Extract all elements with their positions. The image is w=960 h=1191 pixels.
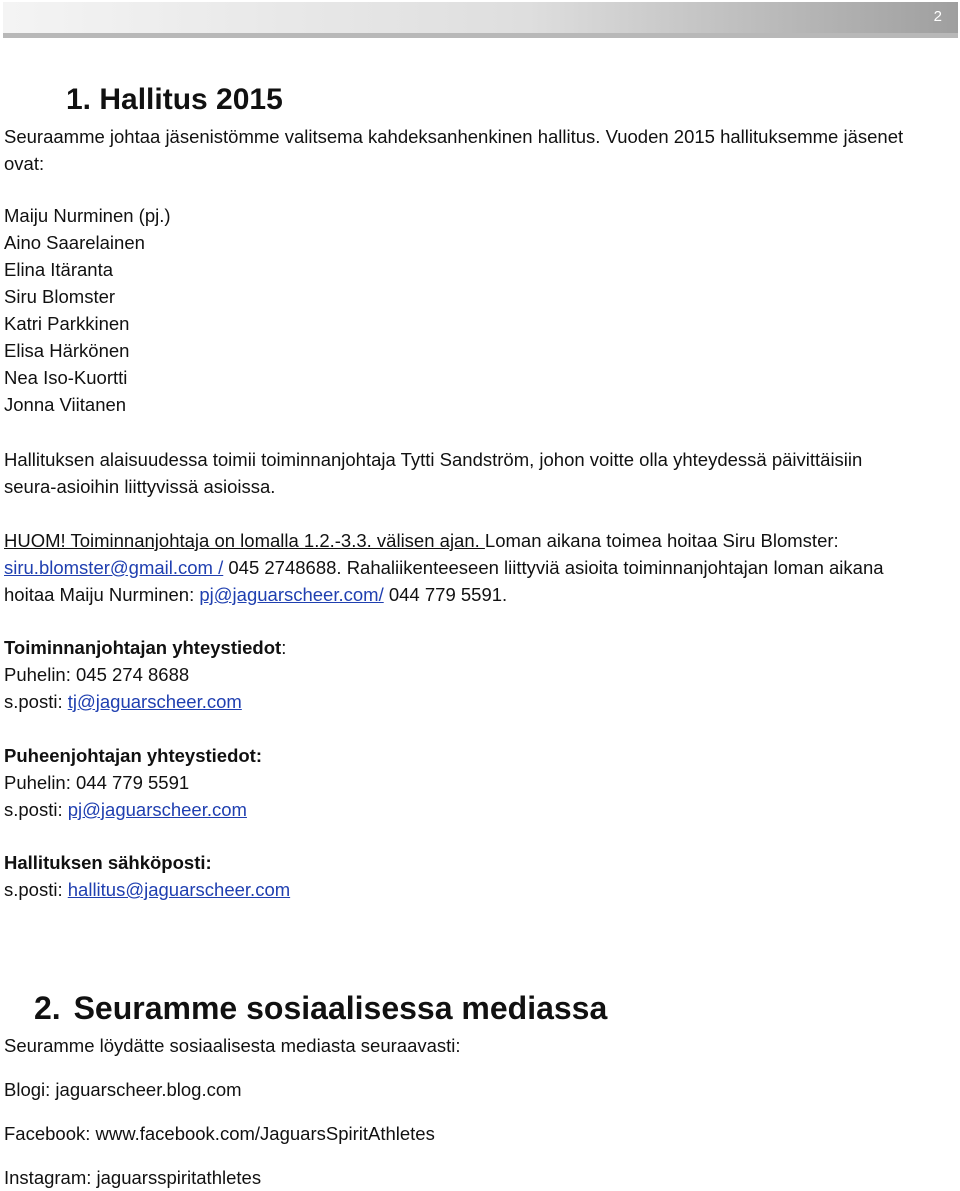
social-facebook: Facebook: www.facebook.com/JaguarsSpiritAthletes [4, 1123, 435, 1144]
page-number: 2 [933, 8, 942, 25]
board-member: Aino Saarelainen [4, 232, 145, 253]
notice-line-3-text: hoitaa Maiju Nurminen: [4, 584, 200, 605]
notice-substitute-text: Loman aikana toimea hoitaa Siru Blomster: [484, 530, 839, 551]
chair-contact-phone: Puhelin: 044 779 5591 [4, 772, 190, 793]
board-member: Elisa Härkönen [4, 340, 130, 361]
board-member: Katri Parkkinen [4, 313, 130, 334]
board-member: Jonna Viitanen [4, 394, 127, 415]
exec-contact-phone: Puhelin: 045 274 8688 [4, 664, 190, 685]
page-header-bar [3, 2, 958, 38]
section-2-heading: 2. Seuramme sosiaalisessa mediassa [34, 990, 608, 1026]
intro-text-line-2: ovat: [4, 153, 45, 174]
exec-contact-email-row: s.posti: tj@jaguarscheer.com [4, 691, 242, 712]
notice-line-3 [4, 581, 507, 608]
social-blog: Blogi: jaguarscheer.blog.com [4, 1079, 242, 1100]
chair-email-link[interactable]: pj@jaguarscheer.com [67, 799, 247, 820]
social-instagram: Instagram: jaguarsspiritathletes [4, 1167, 262, 1188]
social-intro: Seuramme löydätte sosiaalisesta mediasta seuraavasti: [4, 1035, 461, 1056]
chair-email-link-notice[interactable]: pj@jaguarscheer.com/ [199, 584, 384, 605]
board-member: Nea Iso-Kuortti [4, 367, 128, 388]
board-member: Siru Blomster [4, 286, 116, 307]
intro-text-line-1: Seuraamme johtaa jäsenistömme valitsema kahdeksanhenkinen hallitus. Vuoden 2015 hallituksemme jäsenet [4, 126, 904, 147]
board-email-row: s.posti: hallitus@jaguarscheer.com [4, 879, 291, 900]
exec-email-link[interactable]: tj@jaguarscheer.com [67, 691, 242, 712]
substitute-email-link[interactable]: siru.blomster@gmail.com / [4, 557, 224, 578]
chair-contact-heading: Puheenjohtajan yhteystiedot: [4, 745, 263, 766]
board-email-link[interactable]: hallitus@jaguarscheer.com [67, 879, 291, 900]
section-1-heading: 1. Hallitus 2015 [66, 83, 283, 116]
exec-contact-heading: Toiminnanjohtajan yhteystiedot: [4, 637, 287, 658]
exec-director-text-line-1: Hallituksen alaisuudessa toimii toiminnanjohtaja Tytti Sandström, johon voitte olla yhteydessä päivittäisiin [4, 449, 863, 470]
board-member: Elina Itäranta [4, 259, 114, 280]
board-member: Maiju Nurminen (pj.) [4, 205, 171, 226]
chair-contact-email-row: s.posti: pj@jaguarscheer.com [4, 799, 247, 820]
notice-line-3-phone: 044 779 5591. [383, 584, 508, 605]
notice-line-2-text: 045 2748688. Rahaliikenteeseen liittyviä asioita toiminnanjohtajan loman aikana [223, 557, 884, 578]
exec-director-text-line-2: seura-asioihin liittyvissä asioissa. [4, 476, 276, 497]
notice-vacation-text: HUOM! Toiminnanjohtaja on lomalla 1.2.-3.3. välisen ajan. [4, 530, 485, 551]
notice-line-1 [4, 527, 839, 554]
board-email-heading: Hallituksen sähköposti: [4, 852, 212, 873]
notice-line-2 [4, 554, 884, 581]
